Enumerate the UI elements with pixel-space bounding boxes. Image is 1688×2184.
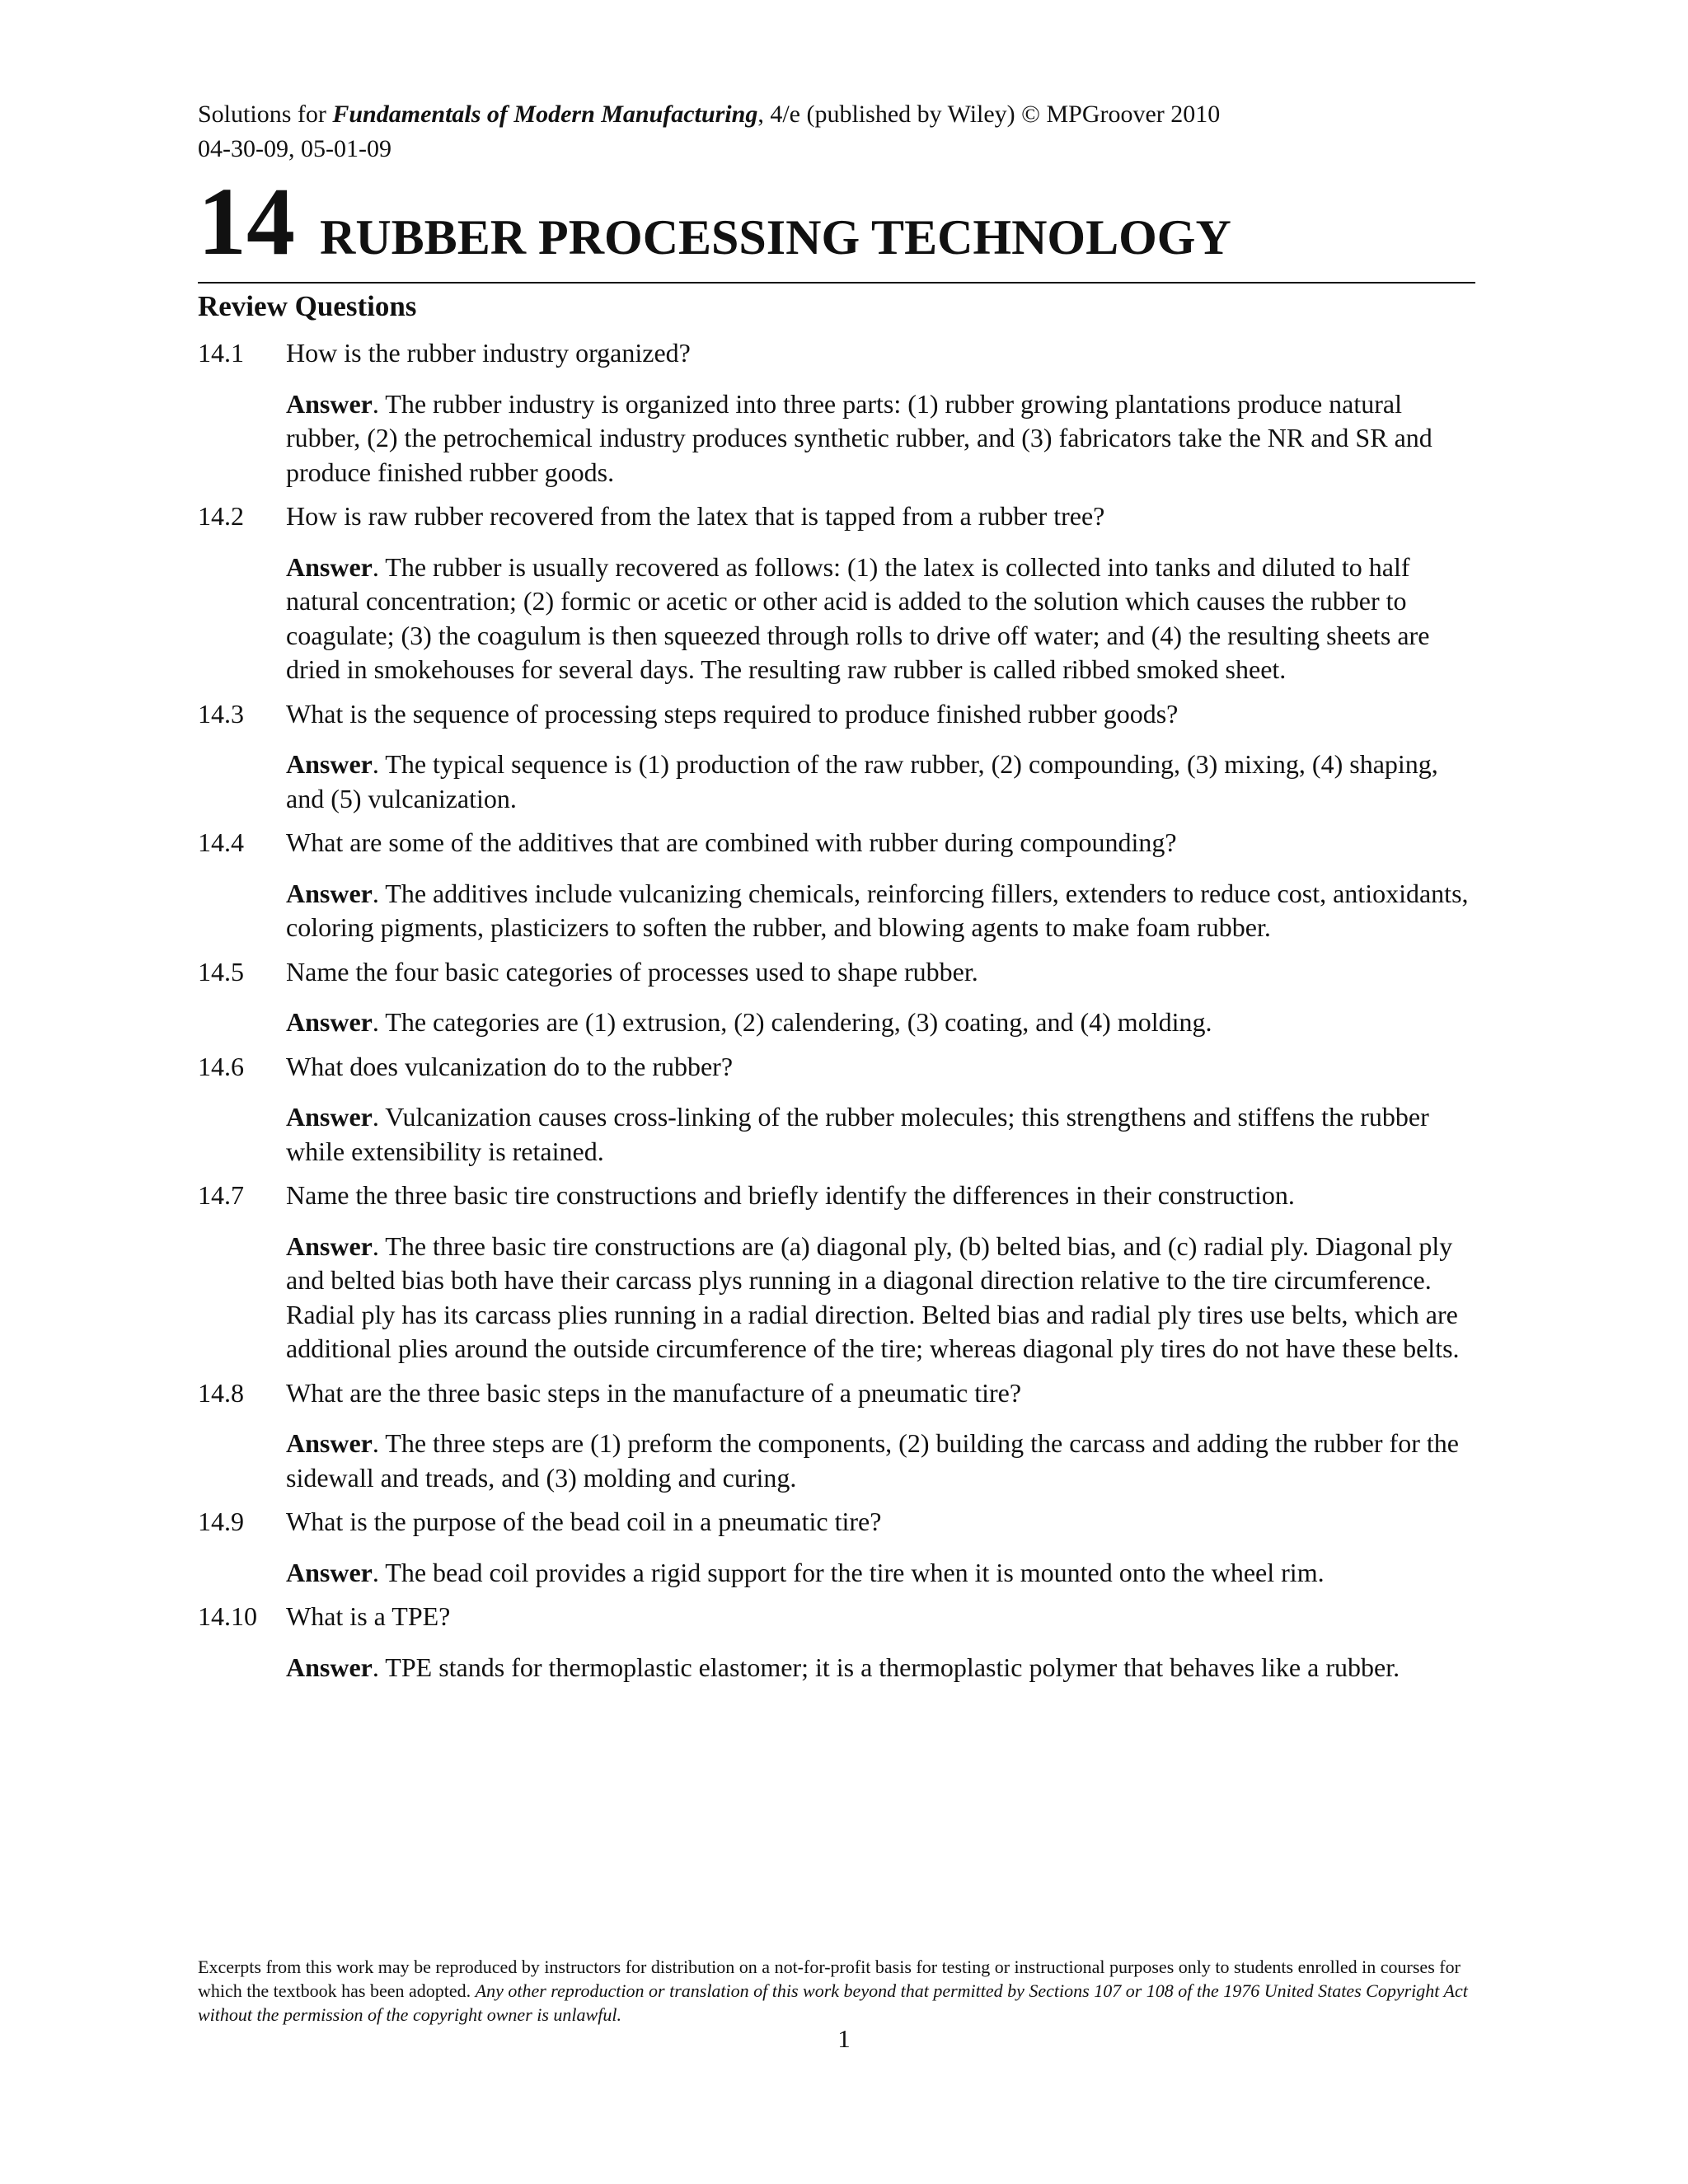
question-list <box>198 336 1475 1685</box>
question-number: 14.9 <box>198 1507 244 1536</box>
header-suffix: , 4/e (published by Wiley) © MPGroover 2010 <box>757 101 1221 128</box>
chapter-number: 14 <box>198 167 295 275</box>
question <box>198 1376 1475 1411</box>
answer-text: . The three basic tire constructions are (a) diagonal ply, (b) belted bias, and (c) radial ply. Diagonal ply and belted bias both have their carcass plys running in a diagonal direction relative to the tire circumference. Radial ply has its carcass plies running in a radial direction. Belted bias and radial ply tires use belts, which are additional plies around the outside circumference of the tire; whereas diagonal ply tires do not have these belts. <box>286 1230 1460 1363</box>
answer-label: Answer <box>286 1007 373 1037</box>
question-number: 14.5 <box>198 956 244 987</box>
page-number: 1 <box>837 2024 851 2053</box>
qa-item-14-8 <box>198 1376 1475 1496</box>
section-title: Review Questions <box>198 290 417 322</box>
question <box>198 1179 1475 1213</box>
answer <box>286 748 1475 816</box>
chapter-title: RUBBER PROCESSING TECHNOLOGY <box>320 210 1231 265</box>
question-number: 14.10 <box>198 1601 257 1631</box>
answer-text: . The bead coil provides a rigid support for the tire when it is mounted onto the wheel rim. <box>372 1557 1325 1587</box>
qa-item-14-10 <box>198 1600 1475 1685</box>
question-text: What is the purpose of the bead coil in a pneumatic tire? <box>286 1507 882 1536</box>
answer-label: Answer <box>286 749 373 779</box>
answer <box>286 877 1475 945</box>
answer-label: Answer <box>286 388 373 419</box>
answer <box>286 1427 1475 1495</box>
header-prefix: Solutions for <box>198 101 333 128</box>
qa-item-14-9 <box>198 1505 1475 1590</box>
question-text: What are some of the additives that are combined with rubber during compounding? <box>286 827 1177 857</box>
question-text: Name the four basic categories of processes used to shape rubber. <box>286 956 978 987</box>
answer <box>286 1556 1475 1591</box>
copyright-footer <box>198 1955 1484 2027</box>
answer-label: Answer <box>286 878 373 908</box>
qa-item-14-3 <box>198 697 1475 817</box>
question-number: 14.3 <box>198 698 244 729</box>
qa-item-14-1 <box>198 336 1475 490</box>
answer-text: . The rubber industry is organized into three parts: (1) rubber growing plantations produce natural rubber, (2) the petrochemical industry produces synthetic rubber, and (3) fabricators take the NR and SR and produce finished rubber goods. <box>286 388 1432 487</box>
qa-item-14-6 <box>198 1050 1475 1169</box>
question <box>198 499 1475 534</box>
question-text: What are the three basic steps in the manufacture of a pneumatic tire? <box>286 1377 1022 1408</box>
header-book-title: Fundamentals of Modern Manufacturing <box>332 101 758 128</box>
answer <box>286 1230 1475 1366</box>
answer <box>286 1651 1475 1685</box>
question <box>198 1600 1475 1634</box>
question-text: Name the three basic tire constructions and briefly identify the differences in their construction. <box>286 1180 1295 1210</box>
answer-label: Answer <box>286 1557 373 1587</box>
answer <box>286 551 1475 687</box>
answer <box>286 1005 1475 1040</box>
question <box>198 1050 1475 1085</box>
question-text: How is the rubber industry organized? <box>286 338 691 368</box>
header-dates: 04-30-09, 05-01-09 <box>198 135 392 162</box>
question-text: What is a TPE? <box>286 1601 451 1631</box>
qa-item-14-7 <box>198 1179 1475 1366</box>
footer-legal-warning: Any other reproduction or translation of this work beyond that permitted by Sections 107 or 108 of the 1976 United States Copyright Act without the permission of the copyright owner is unlawful. <box>198 1980 1468 2025</box>
question-text: How is raw rubber recovered from the latex that is tapped from a rubber tree? <box>286 501 1105 531</box>
question <box>198 826 1475 860</box>
question-number: 14.8 <box>198 1377 244 1408</box>
question-number: 14.2 <box>198 501 244 531</box>
answer-text: . Vulcanization causes cross-linking of the rubber molecules; this strengthens and stiffens the rubber while extensibility is retained. <box>286 1102 1429 1166</box>
answer-text: . The typical sequence is (1) production of the raw rubber, (2) compounding, (3) mixing, (4) shaping, and (5) vulcanization. <box>286 749 1438 813</box>
question-number: 14.6 <box>198 1051 244 1081</box>
question <box>198 955 1475 990</box>
document-page <box>198 97 1475 1685</box>
answer-text: . The rubber is usually recovered as follows: (1) the latex is collected into tanks and diluted to half natural concentration; (2) formic or acetic or other acid is added to the solution which causes the rubber to coagulate; (3) the coagulum is then squeezed through rolls to drive off water; and (4) the resulting sheets are dried in smokehouses for several days. The resulting raw rubber is called ribbed smoked sheet. <box>286 551 1430 684</box>
header-citation <box>198 97 1475 132</box>
answer-text: . The categories are (1) extrusion, (2) calendering, (3) coating, and (4) molding. <box>372 1007 1212 1037</box>
answer-label: Answer <box>286 1652 373 1682</box>
heading-rule <box>198 282 1475 284</box>
question-number: 14.4 <box>198 827 244 857</box>
chapter-heading <box>198 167 1475 275</box>
answer-label: Answer <box>286 1230 373 1261</box>
answer <box>286 387 1475 490</box>
answer-label: Answer <box>286 551 373 582</box>
qa-item-14-4 <box>198 826 1475 945</box>
question <box>198 1505 1475 1540</box>
answer-label: Answer <box>286 1102 373 1132</box>
question-text: What is the sequence of processing steps required to produce finished rubber goods? <box>286 698 1179 729</box>
question-number: 14.1 <box>198 338 244 368</box>
question <box>198 336 1475 371</box>
question-text: What does vulcanization do to the rubber? <box>286 1051 734 1081</box>
answer-label: Answer <box>286 1428 373 1458</box>
question-number: 14.7 <box>198 1180 244 1210</box>
qa-item-14-5 <box>198 955 1475 1040</box>
qa-item-14-2 <box>198 499 1475 687</box>
answer-text: . The three steps are (1) preform the components, (2) building the carcass and adding the rubber for the sidewall and treads, and (3) molding and curing. <box>286 1428 1459 1493</box>
footer-notice: Excerpts from this work may be reproduced by instructors for distribution on a not-for-profit basis for testing or instructional purposes only to students enrolled in courses for which the textbook has been adopted. <box>198 1957 1461 2001</box>
answer-text: . TPE stands for thermoplastic elastomer; it is a thermoplastic polymer that behaves like a rubber. <box>372 1652 1400 1682</box>
answer-text: . The additives include vulcanizing chemicals, reinforcing fillers, extenders to reduce cost, antioxidants, coloring pigments, plasticizers to soften the rubber, and blowing agents to make foam rubber. <box>286 878 1469 942</box>
answer <box>286 1100 1475 1169</box>
question <box>198 697 1475 732</box>
